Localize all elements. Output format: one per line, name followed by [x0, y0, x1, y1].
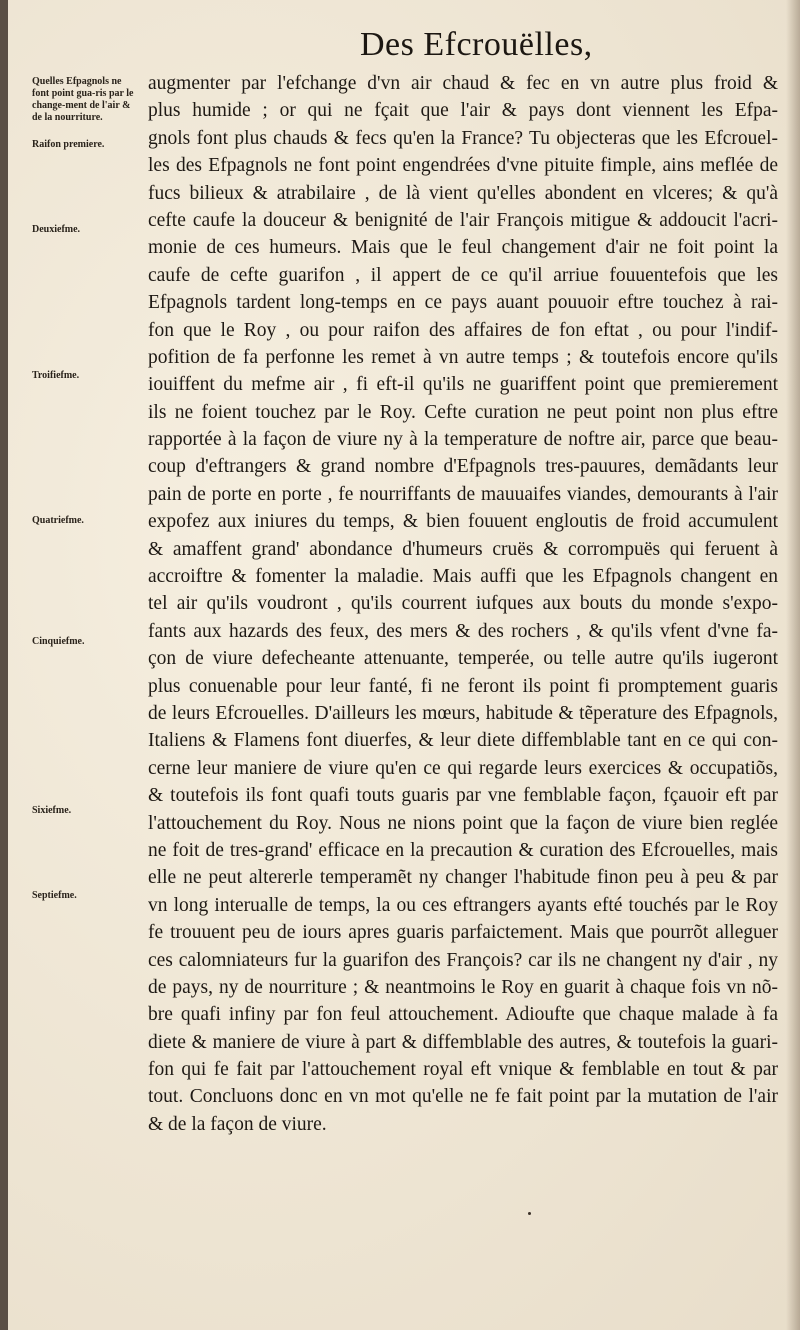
- text-line: les des Efpagnols ne font point engendrées d'vne pituite fimple, ains meflée de: [148, 155, 778, 177]
- text-line: diete & maniere de viure à part & diffemblable des autres, & toutefois la guari-: [148, 1031, 778, 1053]
- text-line: pofition de fa perfonne les remet à vn autre temps ; & toutefois encore qu'ils: [148, 346, 778, 368]
- text-line: fe trouuent peu de iours apres guaris parfaictement. Mais que pourrõt alleguer: [148, 922, 778, 944]
- text-line: de leurs Efcrouelles. D'ailleurs les mœurs, habitude & tẽperature des Efpagnols,: [148, 702, 778, 724]
- text-line: vn long interualle de temps, la ou ces eftrangers ayants efté touchés par le Roy: [148, 894, 778, 916]
- text-line: Efpagnols tardent long-temps en ce pays auant pouuoir eftre touchez à rai-: [148, 292, 778, 314]
- text-line: fon qui fe fait par l'attouchement royal eft vnique & femblable en tout & par: [148, 1059, 778, 1081]
- text-line: expofez aux iniures du temps, & bien fouuent engloutis de froid accumulent: [148, 511, 778, 533]
- text-line: fucs bilieux & atrabilaire , de là vient qu'elles abondent en vlceres; & qu'à: [148, 182, 778, 204]
- text-line: & amaffent grand' abondance d'humeurs cruës & corrompuës qui feruent à: [148, 538, 778, 560]
- text-line: çon de viure defecheante attenuante, temperée, ou telle autre qu'ils iugeront: [148, 648, 778, 670]
- margin-note-8: Septiefme.: [32, 890, 77, 901]
- text-line: tel air qu'ils voudront , qu'ils courrent iufques aux bouts du monde s'expo-: [148, 593, 778, 615]
- text-line: & toutefois ils font quafi touts guaris par vne femblable façon, fçauoir eft par: [148, 785, 778, 807]
- text-line: coup d'eftrangers & grand nombre d'Efpagnols tres-pauures, demãdants leur: [148, 456, 778, 478]
- ink-speck: [528, 1212, 531, 1215]
- margin-note-3: Deuxiefme.: [32, 224, 81, 235]
- text-line: bre quafi infiny par fon feul attouchement. Adioufte que chaque malade à fa: [148, 1004, 778, 1026]
- text-line: cefte caufe la douceur & benignité de l'air François mitigue & addoucit l'acri-: [148, 209, 778, 231]
- text-line: plus humide ; or qui ne fçait que l'air & pays dont viennent les Efpa-: [148, 100, 778, 122]
- text-line: augmenter par l'efchange d'vn air chaud & fec en vn autre plus froid &: [148, 73, 778, 94]
- body-text: [148, 70, 778, 1138]
- text-line: ne foit de tres-grand' efficace en la precaution & curation des Efcrouelles, mais: [148, 839, 778, 861]
- text-line: tout. Concluons donc en vn mot qu'elle ne fe fait point par la mutation de l'air: [148, 1086, 778, 1108]
- margin-note-4: Troifiefme.: [32, 370, 80, 381]
- margin-note-1: Quelles Efpagnols ne font point gua-ris par le change-ment de l'air & de la nourriture.: [32, 76, 134, 123]
- text-line: l'attouchement du Roy. Nous ne nions point que la façon de viure bien reglée: [148, 812, 778, 834]
- margin-note-6: Cinquiefme.: [32, 636, 85, 647]
- text-line: ces calomniateurs fur la guarifon des François? car ils ne changent ny d'air , ny: [148, 949, 778, 971]
- page-gutter-shadow: [786, 0, 800, 1330]
- text-line: accroiftre & fomenter la maladie. Mais auffi que les Efpagnols changent en: [148, 566, 778, 588]
- text-line: cerne leur maniere de viure qu'en ce qui regarde leurs exercices & occupatiõs,: [148, 757, 778, 779]
- text-line: monie de ces humeurs. Mais que le feul changement d'air ne foit point la: [148, 237, 778, 259]
- text-line: caufe de cefte guarifon , il appert de ce qu'il arriue fouuentefois que les: [148, 264, 778, 286]
- margin-note-5: Quatriefme.: [32, 515, 84, 526]
- text-line: gnols font plus chauds & fecs qu'en la France? Tu objecteras que les Efcrouel-: [148, 127, 778, 149]
- text-line: rapportée à la façon de viure ny à la temperature de noftre air, parce que beau-: [148, 429, 778, 451]
- text-line: plus conuenable pour leur fanté, fi ne feront ils point fi promptement guaris: [148, 675, 778, 697]
- book-page: [8, 0, 800, 1330]
- text-line: iouiffent du mefme air , fi eft-il qu'ils ne guariffent point que premierement: [148, 374, 778, 396]
- text-line: & de la façon de viure.: [148, 1113, 327, 1135]
- margin-note-2: Raifon premiere.: [32, 139, 105, 150]
- margin-note-7: Sixiefme.: [32, 805, 72, 816]
- running-header: Des Efcrouëlles,: [360, 26, 593, 63]
- text-line: fants aux hazards des feux, des mers & des rochers , & qu'ils vfent d'vne fa-: [148, 620, 778, 642]
- text-line: pain de porte en porte , fe nourriffants de mauuaifes viandes, demourants à l'air: [148, 483, 778, 505]
- text-line: de pays, ny de nourriture ; & neantmoins le Roy en guarit à chaque fois vn nõ-: [148, 976, 778, 998]
- text-line: fon que le Roy , ou pour raifon des affaires de fon eftat , ou pour l'indif-: [148, 319, 778, 341]
- text-line: elle ne peut altererle temperamẽt ny changer l'habitude finon peu à peu & par: [148, 867, 778, 889]
- text-line: ils ne foient touchez par le Roy. Cefte curation ne peut point non plus eftre: [148, 401, 778, 423]
- text-line: Italiens & Flamens font diuerfes, & leur diete diffemblable tant en ce qui con-: [148, 730, 778, 752]
